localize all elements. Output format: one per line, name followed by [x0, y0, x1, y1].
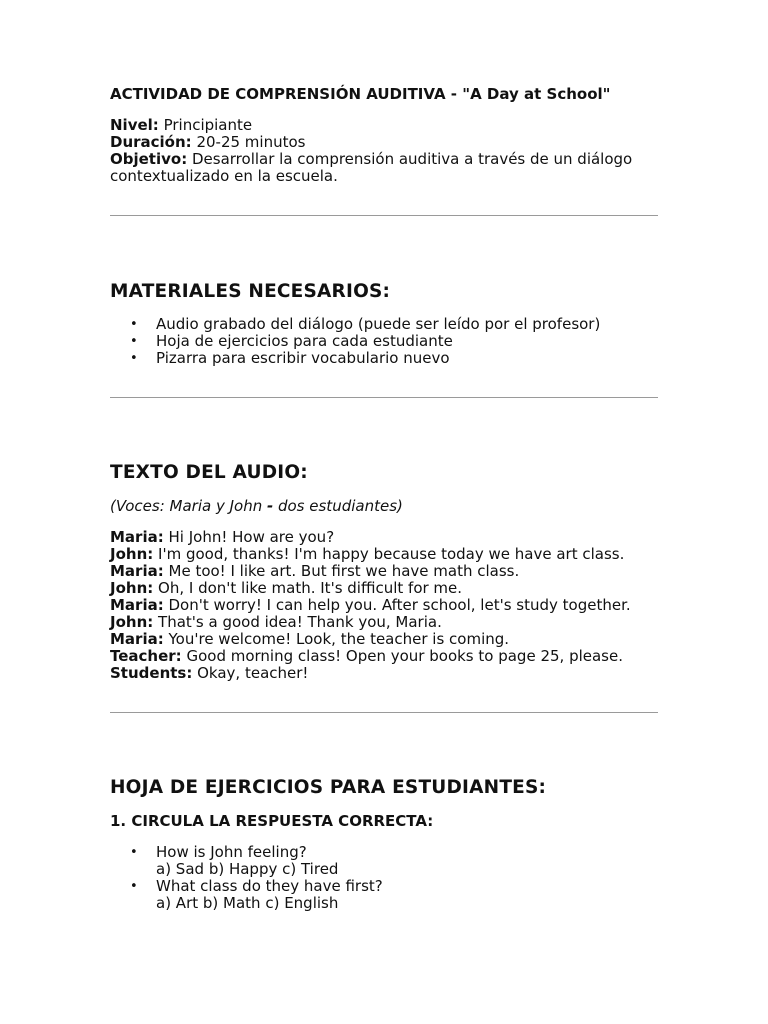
list-item: • Audio grabado del diálogo (puede ser leído por el profesor) [110, 316, 600, 333]
meta-objective [110, 151, 658, 185]
dialogue-text: Okay, teacher! [197, 664, 309, 682]
divider [110, 215, 658, 216]
dialogue-line [110, 563, 631, 580]
dialogue-text: You're welcome! Look, the teacher is coming. [168, 630, 510, 648]
speaker-name: Teacher: [110, 647, 182, 665]
speaker-name: Maria: [110, 562, 164, 580]
speaker-name: Students: [110, 664, 193, 682]
dialogue-text: Good morning class! Open your books to page 25, please. [186, 647, 623, 665]
list-item [110, 878, 383, 912]
dialogue-text: Me too! I like art. But first we have math class. [168, 562, 520, 580]
meta-objective-value: Desarrollar la comprensión auditiva a través de un diálogo contextualizado en la escuela. [110, 150, 633, 185]
meta-duration-value: 20-25 minutos [196, 133, 306, 151]
dialogue-text: Oh, I don't like math. It's difficult for me. [158, 579, 463, 597]
divider [110, 712, 658, 713]
materials-list [110, 316, 600, 367]
exercise-1-questions [110, 844, 383, 912]
dialogue-line [110, 665, 631, 682]
meta-level [110, 117, 658, 134]
question-options: a) Sad b) Happy c) Tired [156, 860, 339, 878]
list-item: • Hoja de ejercicios para cada estudiante [110, 333, 600, 350]
question-text: • How is John feeling? [156, 843, 307, 861]
dialogue-text: That's a good idea! Thank you, Maria. [158, 613, 442, 631]
dialogue-text: Hi John! How are you? [168, 528, 335, 546]
voices-note [110, 497, 403, 515]
speaker-name: John: [110, 579, 154, 597]
dialogue-line [110, 580, 631, 597]
voices-prefix: (Voces: Maria y John [110, 497, 267, 515]
dialogue-line [110, 648, 631, 665]
question-text: • What class do they have first? [156, 877, 383, 895]
speaker-name: John: [110, 545, 154, 563]
dialogue-line [110, 529, 631, 546]
dialogue [110, 529, 631, 682]
voices-suffix: dos estudiantes) [273, 497, 403, 515]
voices-dash: - [266, 497, 274, 515]
speaker-name: Maria: [110, 528, 164, 546]
speaker-name: Maria: [110, 630, 164, 648]
audio-text-heading: TEXTO DEL AUDIO: [110, 462, 308, 483]
question-options: a) Art b) Math c) English [156, 894, 339, 912]
document-title: ACTIVIDAD DE COMPRENSIÓN AUDITIVA - "A Day at School" [110, 85, 611, 103]
dialogue-line [110, 614, 631, 631]
meta-level-label: Nivel: [110, 116, 159, 134]
dialogue-text: I'm good, thanks! I'm happy because today we have art class. [158, 545, 625, 563]
dialogue-line [110, 546, 631, 563]
dialogue-line [110, 631, 631, 648]
list-item [110, 844, 383, 878]
activity-meta [110, 117, 658, 185]
dialogue-text: Don't worry! I can help you. After school, let's study together. [168, 596, 631, 614]
list-item: • Pizarra para escribir vocabulario nuevo [110, 350, 600, 367]
dialogue-line [110, 597, 631, 614]
meta-duration-label: Duración: [110, 133, 192, 151]
exercise-1-heading: 1. CIRCULA LA RESPUESTA CORRECTA: [110, 812, 434, 830]
exercises-heading: HOJA DE EJERCICIOS PARA ESTUDIANTES: [110, 777, 547, 798]
meta-duration [110, 134, 658, 151]
speaker-name: John: [110, 613, 154, 631]
materials-heading: MATERIALES NECESARIOS: [110, 281, 391, 302]
meta-objective-label: Objetivo: [110, 150, 188, 168]
speaker-name: Maria: [110, 596, 164, 614]
divider [110, 397, 658, 398]
meta-level-value: Principiante [163, 116, 253, 134]
